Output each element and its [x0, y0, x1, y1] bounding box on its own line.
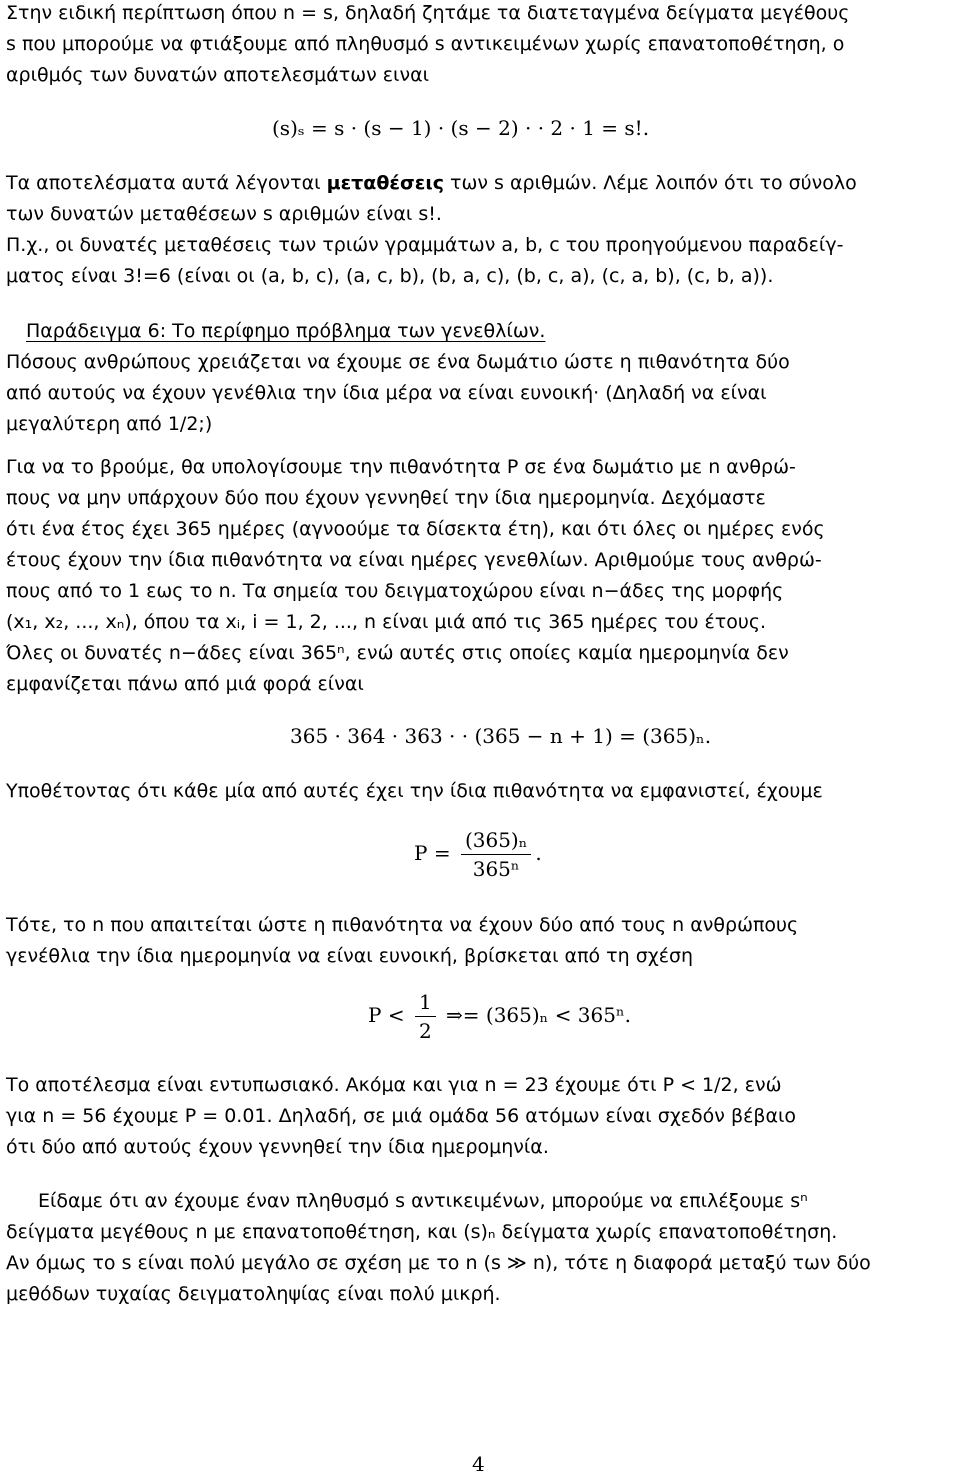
paragraph-line: Για να το βρούμε, θα υπολογίσουμε την πιθανότητα P σε ένα δωμάτιο με n ανθρώ-: [6, 456, 796, 478]
paragraph-line: ότι ένα έτος έχει 365 ημέρες (αγνοούμε τα δίσεκτα έτη), και ότι όλες οι ημέρες ενός: [6, 518, 825, 540]
term-bold: μεταθέσεις: [326, 172, 444, 194]
equation-probability: P = $\frac{\text{(365)ₙ}}{\text{365ⁿ}}$ .: [414, 828, 542, 881]
fraction: $\frac{1}{2}$: [415, 990, 436, 1043]
paragraph-line: Τότε, το n που απαιτείται ώστε η πιθανότητα να έχουν δύο από τους n ανθρώπους: [6, 914, 799, 936]
paragraph-line: Όλες οι δυνατές n−άδες είναι 365ⁿ, ενώ αυτές στις οποίες καμία ημερομηνία δεν: [6, 642, 789, 664]
paragraph-line: Είδαμε ότι αν έχουμε έναν πληθυσμό s αντικειμένων, μπορούμε να επιλέξουμε sⁿ: [38, 1190, 808, 1212]
paragraph-line: s που μπορούμε να φτιάξουμε από πληθυσμό s αντικειμένων χωρίς επανατοποθέτηση, ο: [6, 33, 845, 55]
paragraph-line: των δυνατών μεταθέσεων s αριθμών είναι s!.: [6, 203, 442, 225]
equation-product: 365 · 364 · 363 · · (365 − n + 1) = (365)ₙ.: [290, 724, 712, 748]
equation-permutations: (s)ₛ = s · (s − 1) · (s − 2) · · 2 · 1 = s!.: [272, 116, 650, 140]
equation-inequality: P < $\frac{1}{2}$ ⇒= (365)ₙ < 365ⁿ.: [368, 990, 631, 1043]
paragraph-line: ότι δύο από αυτούς έχουν γεννηθεί την ίδια ημερομηνία.: [6, 1136, 549, 1158]
paragraph-line: Τα αποτελέσματα αυτά λέγονται μεταθέσεις των s αριθμών. Λέμε λοιπόν ότι το σύνολο: [6, 172, 857, 194]
paragraph-line: πους να μην υπάρχουν δύο που έχουν γεννηθεί την ίδια ημερομηνία. Δεχόμαστε: [6, 487, 766, 509]
page-number: 4: [472, 1452, 485, 1476]
paragraph-line: Το αποτέλεσμα είναι εντυπωσιακό. Ακόμα και για n = 23 έχουμε ότι P < 1/2, ενώ: [6, 1074, 782, 1096]
paragraph-line: για n = 56 έχουμε P = 0.01. Δηλαδή, σε μιά ομάδα 56 ατόμων είναι σχεδόν βέβαιο: [6, 1105, 797, 1127]
paragraph-line: από αυτούς να έχουν γενέθλια την ίδια μέρα να είναι ευνοική· (Δηλαδή να είναι: [6, 382, 767, 404]
paragraph-line: έτους έχουν την ίδια πιθανότητα να είναι ημέρες γενεθλίων. Αριθμούμε τους ανθρώ-: [6, 549, 822, 571]
paragraph-line: Π.χ., οι δυνατές μεταθέσεις των τριών γραμμάτων a, b, c του προηγούμενου παραδείγ-: [6, 234, 844, 256]
paragraph-line: γενέθλια την ίδια ημερομηνία να είναι ευνοική, βρίσκεται από τη σχέση: [6, 945, 694, 967]
paragraph-line: αριθμός των δυνατών αποτελεσμάτων ειναι: [6, 64, 430, 86]
paragraph-line: μεγαλύτερη από 1/2;): [6, 413, 213, 435]
paragraph-line: Υποθέτοντας ότι κάθε μία από αυτές έχει την ίδια πιθανότητα να εμφανιστεί, έχουμε: [6, 780, 823, 802]
paragraph-line: Αν όμως το s είναι πολύ μεγάλο σε σχέση με το n (s ≫ n), τότε η διαφορά μεταξύ των δύο: [6, 1252, 871, 1274]
paragraph-line: (x₁, x₂, ..., xₙ), όπου τα xᵢ, i = 1, 2, ..., n είναι μιά από τις 365 ημέρες του έτους.: [6, 611, 767, 633]
paragraph-line: εμφανίζεται πάνω από μιά φορά είναι: [6, 673, 364, 695]
paragraph-line: μεθόδων τυχαίας δειγματοληψίας είναι πολύ μικρή.: [6, 1283, 501, 1305]
paragraph-line: Στην ειδική περίπτωση όπου n = s, δηλαδή ζητάμε τα διατεταγμένα δείγματα μεγέθους: [6, 2, 850, 24]
paragraph-line: Πόσους ανθρώπους χρειάζεται να έχουμε σε ένα δωμάτιο ώστε η πιθανότητα δύο: [6, 351, 790, 373]
paragraph-line: πους από το 1 εως το n. Τα σημεία του δειγματοχώρου είναι n−άδες της μορφής: [6, 580, 784, 602]
fraction: $\frac{\text{(365)ₙ}}{\text{365ⁿ}}$: [461, 828, 531, 881]
paragraph-line: δείγματα μεγέθους n με επανατοποθέτηση, και (s)ₙ δείγματα χωρίς επανατοποθέτηση.: [6, 1221, 838, 1243]
paragraph-line: ματος είναι 3!=6 (είναι οι (a, b, c), (a, c, b), (b, a, c), (b, c, a), (c, a, b), (c, b, a)).: [6, 265, 774, 287]
example-title: Παράδειγμα 6: Το περίφημο πρόβλημα των γενεθλίων.: [26, 320, 546, 342]
